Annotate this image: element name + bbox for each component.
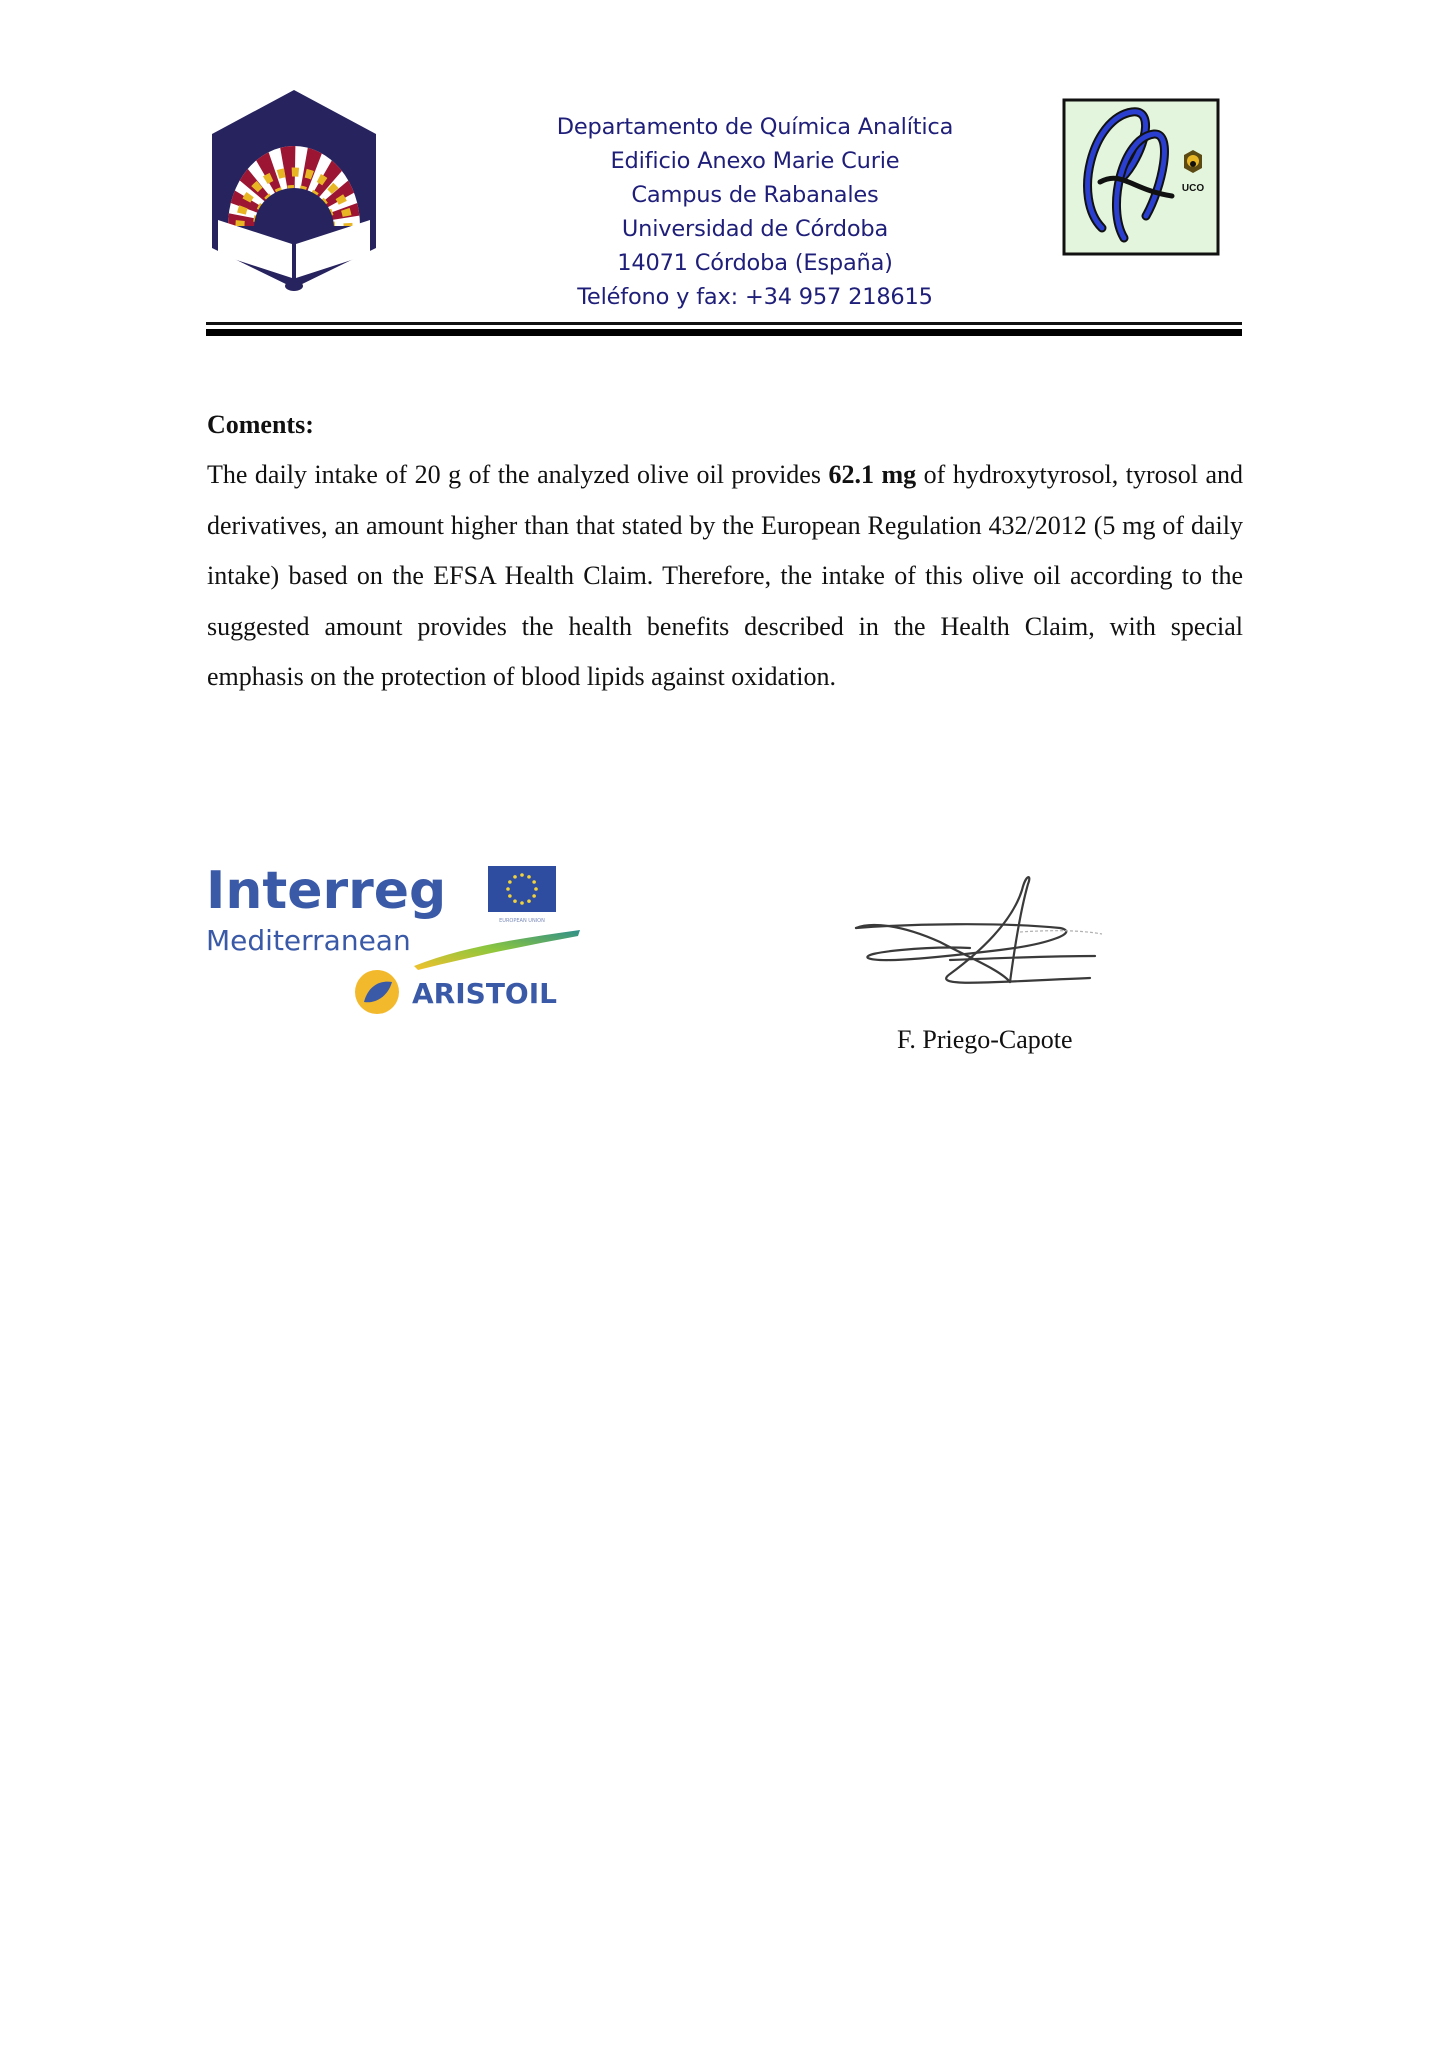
mediterranean-wordmark: Mediterranean [206,924,411,957]
uco-caption: UCO [1181,183,1205,194]
address-line-campus: Campus de Rabanales [631,182,879,208]
signatory-name: F. Priego-Capote [897,1025,1073,1054]
eu-star [506,887,510,891]
address-line-building: Edificio Anexo Marie Curie [610,148,900,174]
aristoil-wordmark: ARISTOIL [412,977,557,1010]
address-line-postal: 14071 Córdoba (España) [617,250,893,276]
address-line-university: Universidad de Córdoba [621,216,889,242]
header-divider-thick [206,329,1242,336]
eu-star [527,899,531,903]
eu-star [513,875,517,879]
eu-star [508,894,512,898]
hydroxytyrosol-amount: 62.1 mg [828,460,917,489]
comments-heading: Coments: [207,410,314,439]
comments-paragraph [207,450,1243,703]
eu-star [513,899,517,903]
research-group-logo [1062,98,1220,256]
eu-star [508,880,512,884]
eu-caption: EUROPEAN UNION [499,918,545,924]
interreg-aristoil-logo [204,856,588,1016]
comments-text-end: of hydroxytyrosol, tyrosol and derivatives, an amount higher than that stated by the European Regulation 432/2012 (5 mg of daily intake) based on the EFSA Health Claim. Therefore, the intake of this olive oil according to the suggested amount provides the health benefits described in the Health Claim, with special emphasis on the protection of blood lipids against oxidation. [207,460,1243,691]
address-line-department: Departamento de Química Analítica [556,114,954,140]
department-address [500,110,1010,314]
eu-flag-icon [488,866,556,912]
header-divider-thin [206,322,1242,325]
eu-star [534,887,538,891]
comments-text-start: The daily intake of 20 g of the analyzed olive oil provides [207,460,829,489]
eu-star [532,894,536,898]
address-line-phone: Teléfono y fax: +34 957 218615 [577,284,933,310]
handwritten-signature [850,872,1120,1004]
eu-star [532,880,536,884]
interreg-wordmark: Interreg [206,861,447,921]
eu-star [520,901,524,905]
eu-star [527,875,531,879]
university-shield-logo [208,88,380,294]
eu-star [520,873,524,877]
